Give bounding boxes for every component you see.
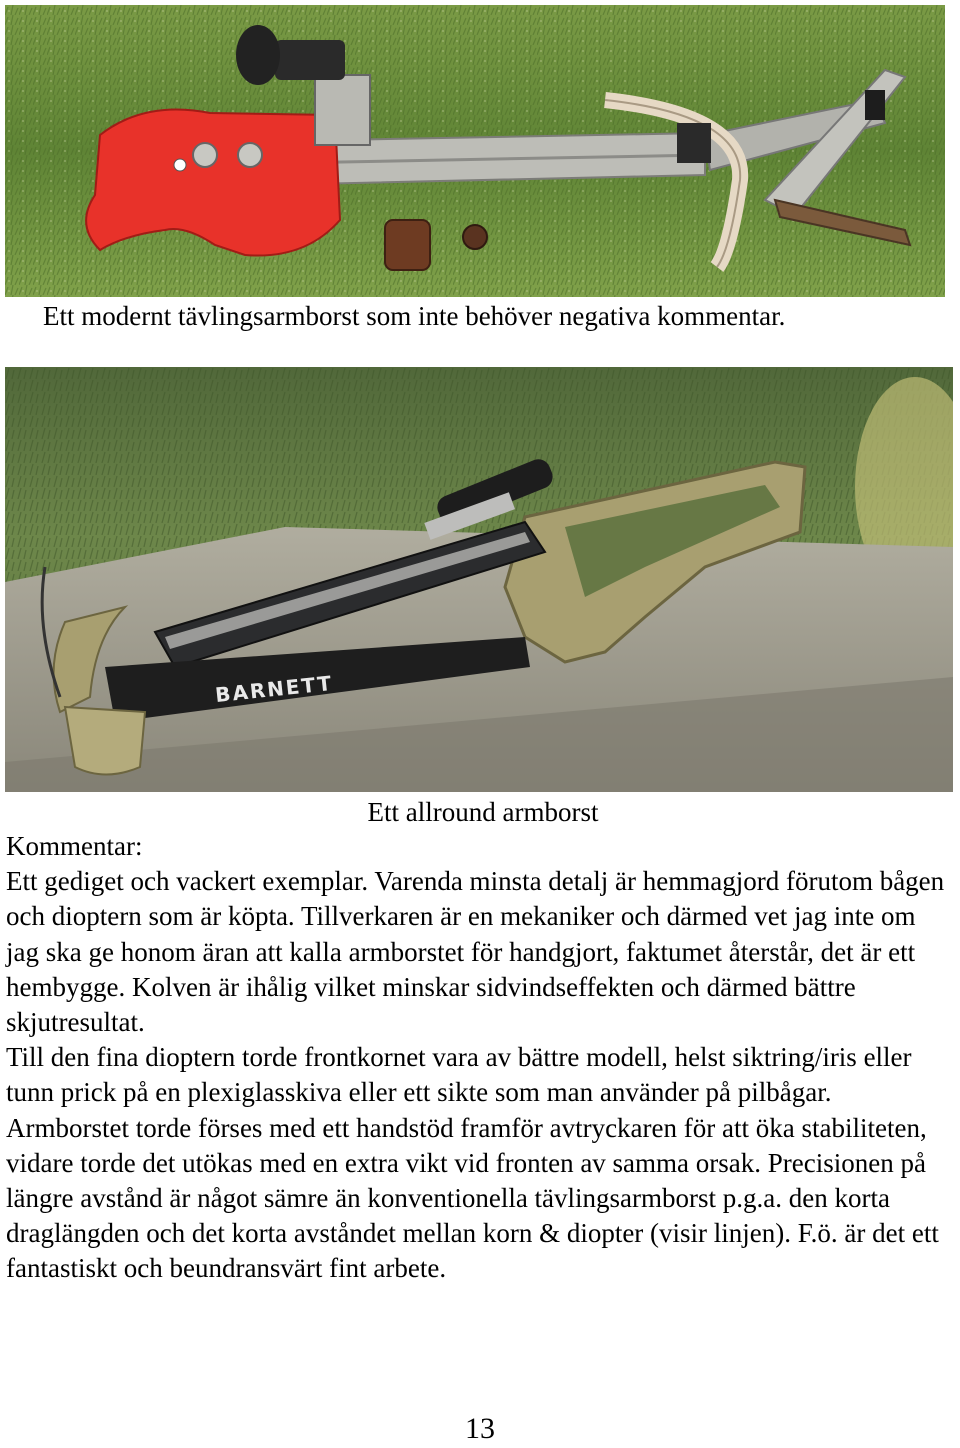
competition-crossbow-photo bbox=[5, 5, 945, 297]
page-number: 13 bbox=[465, 1412, 495, 1445]
barnett-crossbow-illustration bbox=[5, 367, 953, 792]
barnett-crossbow-photo bbox=[5, 367, 953, 792]
comment-paragraph: Armborstet torde förses med ett handstöd framför avtryckaren för att öka stabiliteten, vidare torde det utökas med en extra vikt vid fronten av samma orsak. Precisionen på längre avstånd är något sämre än konventionella tävlingsarmborst p.g.a. den korta draglängden och det korta avståndet mellan korn & diopter (visir linjen). F.ö. är det ett fantastiskt och beundransvärt fint arbete. bbox=[6, 1112, 939, 1284]
competition-crossbow-illustration bbox=[5, 5, 945, 297]
comment-paragraph: Ett gediget och vackert exemplar. Varenda minsta detalj är hemmagjord förutom bågen och dioptern som är köpta. Tillverkaren är en mekaniker och därmed vet jag inte om jag ska ge honom äran att kalla armborstet för handgjort, faktumet återstår, det är ett hembygge. Kolven är ihålig vilket minskar sidvindseffekten och därmed bättre skjutresultat. bbox=[6, 866, 945, 1038]
barnett-brand-label: BARNETT bbox=[214, 670, 335, 708]
comment-section bbox=[6, 829, 951, 1287]
figure-caption-competition-crossbow: Ett modernt tävlingsarmborst som inte behöver negativa kommentar. bbox=[43, 301, 786, 331]
comment-paragraph: Till den fina dioptern torde frontkornet vara av bättre modell, helst siktring/iris eller tunn prick på en plexiglasskiva eller ett sikte som man använder på pilbågar. bbox=[6, 1042, 912, 1108]
comment-heading: Kommentar: bbox=[6, 831, 143, 861]
figure-caption-allround-crossbow: Ett allround armborst bbox=[367, 797, 599, 827]
